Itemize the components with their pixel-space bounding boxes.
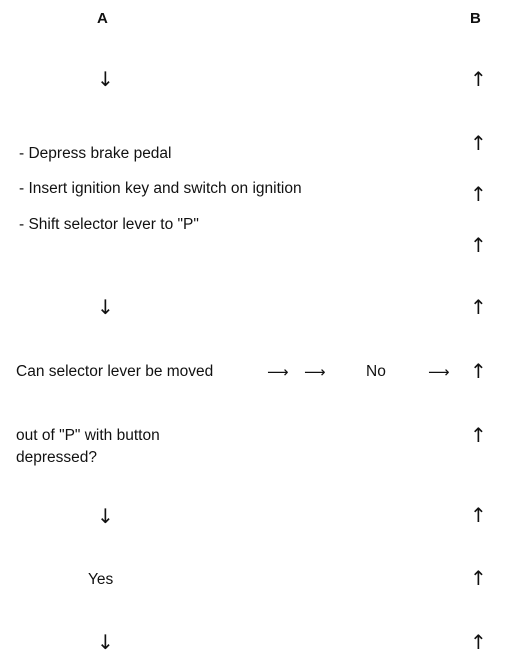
- answer-yes: Yes: [88, 571, 114, 588]
- column-a-label: A: [97, 10, 108, 27]
- up-arrow-icon: ↑: [470, 67, 487, 91]
- up-arrow-icon: ↑: [470, 566, 487, 590]
- step-shift-selector-lever: - Shift selector lever to "P": [19, 216, 199, 233]
- right-arrow-icon: ⟶: [428, 363, 450, 381]
- question-line-1: Can selector lever be moved: [16, 363, 214, 380]
- up-arrow-icon: ↑: [470, 423, 487, 447]
- down-arrow-icon: ↓: [97, 67, 114, 91]
- answer-no: No: [366, 363, 386, 380]
- right-arrow-icon: ⟶: [267, 363, 289, 381]
- right-arrow-icon: ⟶: [304, 363, 326, 381]
- up-arrow-icon: ↑: [470, 630, 487, 654]
- question-line-3: depressed?: [16, 449, 98, 466]
- up-arrow-icon: ↑: [470, 182, 487, 206]
- up-arrow-icon: ↑: [470, 359, 487, 383]
- up-arrow-icon: ↑: [470, 503, 487, 527]
- up-arrow-icon: ↑: [470, 233, 487, 257]
- up-arrow-icon: ↑: [470, 295, 487, 319]
- down-arrow-icon: ↓: [97, 630, 114, 654]
- step-depress-brake-pedal: - Depress brake pedal: [19, 145, 172, 162]
- up-arrow-icon: ↑: [470, 131, 487, 155]
- column-b-label: B: [470, 10, 481, 27]
- step-insert-ignition-key: - Insert ignition key and switch on ignition: [19, 180, 302, 197]
- down-arrow-icon: ↓: [97, 504, 114, 528]
- question-line-2: out of "P" with button: [16, 427, 160, 444]
- down-arrow-icon: ↓: [97, 295, 114, 319]
